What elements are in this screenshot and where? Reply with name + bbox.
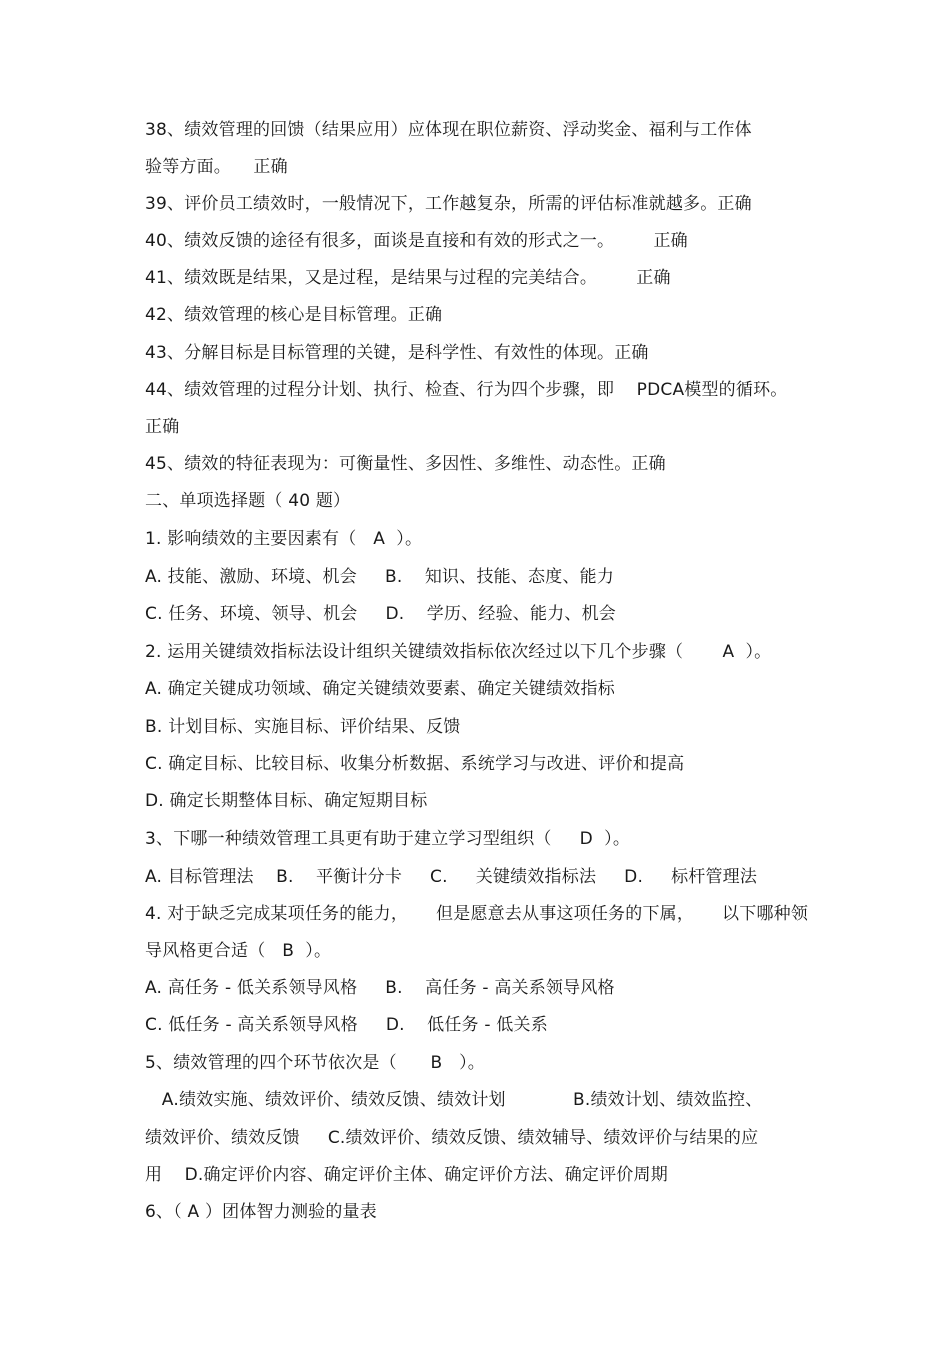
text-line: 39、评价员工绩效时，一般情况下，工作越复杂，所需的评估标准就越多。正确 [145,194,752,214]
option-line: C. 确定目标、比较目标、收集分析数据、系统学习与改进、评价和提高 [145,754,685,774]
option-line: 用 D.确定评价内容、确定评价主体、确定评价方法、确定评价周期 [145,1165,668,1185]
option-line: A. 确定关键成功领域、确定关键绩效要素、确定关键绩效指标 [145,679,615,699]
option-line: A.绩效实施、绩效评价、绩效反馈、绩效计划 B.绩效计划、绩效监控、 [145,1090,763,1110]
text-line: 44、绩效管理的过程分计划、执行、检查、行为四个步骤，即 PDCA模型的循环。 [145,380,788,400]
question-line: 1. 影响绩效的主要因素有（ A ）。 [145,529,423,549]
option-line: B. 计划目标、实施目标、评价结果、反馈 [145,717,461,737]
text-line: 验等方面。 正确 [145,157,288,177]
option-line: A. 高任务 - 低关系领导风格 B. 高任务 - 高关系领导风格 [145,978,615,998]
text-line: 40、绩效反馈的途径有很多，面谈是直接和有效的形式之一。 正确 [145,231,688,251]
section-heading: 二、单项选择题（ 40 题） [145,491,351,511]
text-line: 41、绩效既是结果，又是过程，是结果与过程的完美结合。 正确 [145,268,671,288]
option-line: C. 低任务 - 高关系领导风格 D. 低任务 - 低关系 [145,1015,548,1035]
option-line: A. 技能、激励、环境、机会 B. 知识、技能、态度、能力 [145,567,615,587]
text-line: 38、绩效管理的回馈（结果应用）应体现在职位薪资、浮动奖金、福利与工作体 [145,120,752,140]
question-line: 5、绩效管理的四个环节依次是（ B ）。 [145,1053,486,1073]
question-line: 导风格更合适（ B ）。 [145,941,332,961]
question-line: 3、下哪一种绩效管理工具更有助于建立学习型组织（ D ）。 [145,829,631,849]
option-line: 绩效评价、绩效反馈 C.绩效评价、绩效反馈、绩效辅导、绩效评价与结果的应 [145,1128,759,1148]
text-line: 45、绩效的特征表现为：可衡量性、多因性、多维性、动态性。正确 [145,454,666,474]
text-line: 正确 [145,417,180,437]
option-line: A. 目标管理法 B. 平衡计分卡 C. 关键绩效指标法 D. 标杆管理法 [145,867,758,887]
option-line: C. 任务、环境、领导、机会 D. 学历、经验、能力、机会 [145,604,617,624]
option-line: D. 确定长期整体目标、确定短期目标 [145,791,428,811]
text-line: 42、绩效管理的核心是目标管理。正确 [145,305,443,325]
text-line: 43、分解目标是目标管理的关键，是科学性、有效性的体现。正确 [145,343,649,363]
question-line: 2. 运用关键绩效指标法设计组织关键绩效指标依次经过以下几个步骤（ A ）。 [145,642,772,662]
question-line: 4. 对于缺乏完成某项任务的能力， 但是愿意去从事这项任务的下属， 以下哪种领 [145,904,809,924]
question-line: 6、（ A ）团体智力测验的量表 [145,1202,377,1222]
